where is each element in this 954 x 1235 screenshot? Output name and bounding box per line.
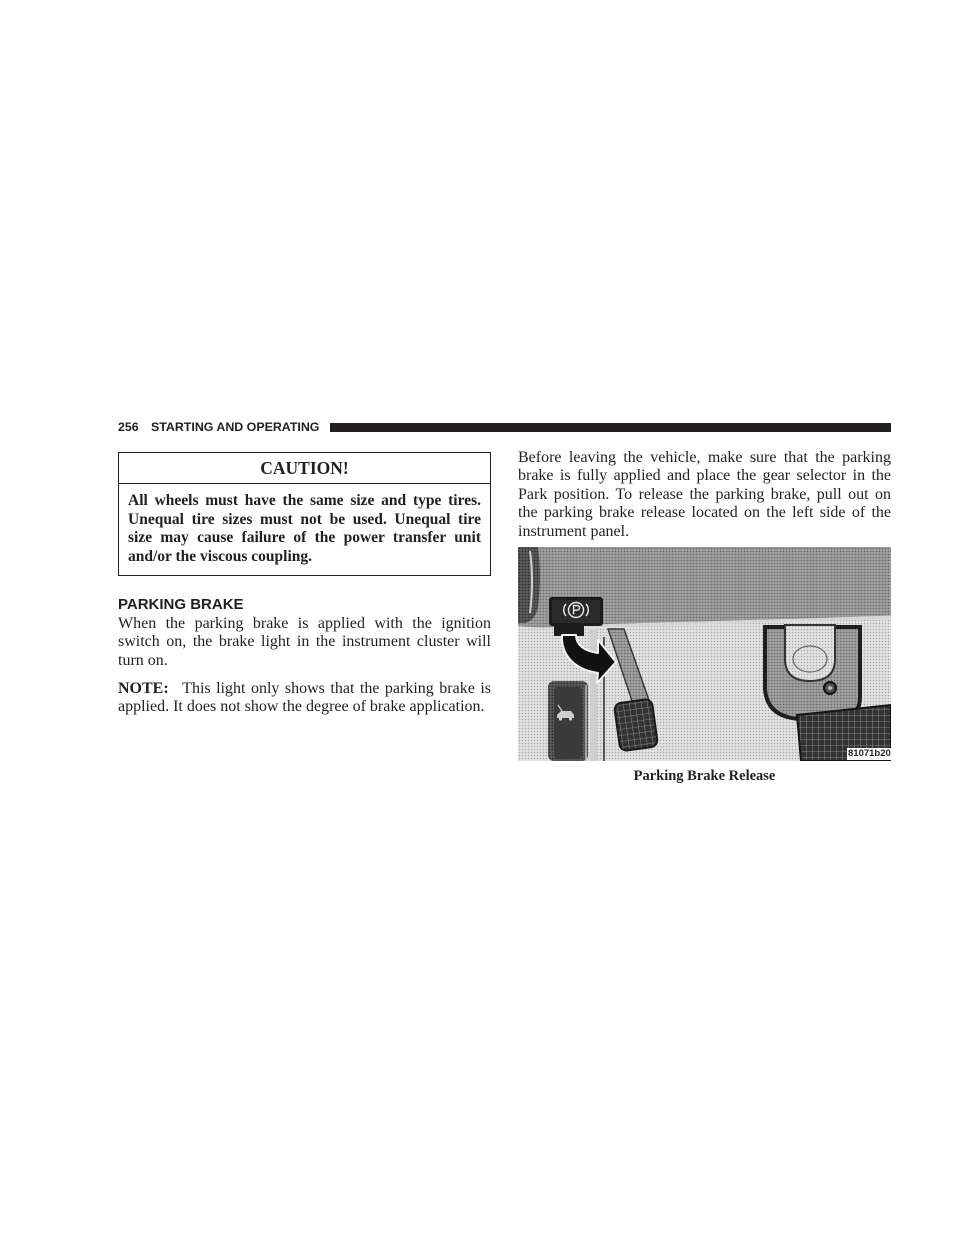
parking-brake-pedal xyxy=(614,699,658,752)
note-text: This light only shows that the parking brake is xyxy=(182,679,491,697)
caution-line: and/or the viscous coupling. xyxy=(128,548,313,566)
paragraph-line: turn on. xyxy=(118,652,168,670)
parking-brake-release-illustration xyxy=(518,547,891,761)
paragraph-line: switch on, the brake light in the instrument cluster will xyxy=(118,633,491,651)
figure-caption: Parking Brake Release xyxy=(633,768,776,784)
section-heading: PARKING BRAKE xyxy=(118,596,244,613)
paragraph-line: brake is fully applied and place the gear selector in the xyxy=(518,467,891,485)
column-edge xyxy=(518,547,540,623)
brake-pedal-bracket xyxy=(765,625,860,719)
paragraph-line: instrument panel. xyxy=(518,522,630,540)
cable-strip xyxy=(590,629,597,761)
paragraph-line: applied. It does not show the degree of brake application. xyxy=(118,698,485,716)
caution-line: Unequal tire sizes must not be used. Unequal tire xyxy=(128,510,481,528)
release-instructions-paragraph xyxy=(518,449,891,542)
paragraph-line: the parking brake release located on the left side of the xyxy=(518,504,891,522)
paragraph-line xyxy=(118,680,491,699)
note-label: NOTE: xyxy=(118,679,169,697)
caution-box xyxy=(118,452,491,576)
paragraph-line: Park position. To release the parking brake, pull out on xyxy=(518,485,891,503)
section-title: STARTING AND OPERATING xyxy=(151,420,320,434)
hood-release-handle xyxy=(548,681,588,761)
paragraph-line: When the parking brake is applied with the ignition xyxy=(118,614,491,632)
note-paragraph xyxy=(118,680,491,718)
figure-code: 81071b20 xyxy=(848,748,891,759)
page-number: 256 xyxy=(118,420,139,434)
header-rule xyxy=(330,423,891,432)
caution-body xyxy=(119,484,490,567)
caution-line: size may cause failure of the power transfer unit xyxy=(128,529,481,547)
paragraph-line: Before leaving the vehicle, make sure that the parking xyxy=(518,448,891,466)
caution-line: All wheels must have the same size and type tires. xyxy=(128,492,481,509)
parking-brake-paragraph xyxy=(118,615,491,671)
caution-title: CAUTION! xyxy=(119,453,490,484)
